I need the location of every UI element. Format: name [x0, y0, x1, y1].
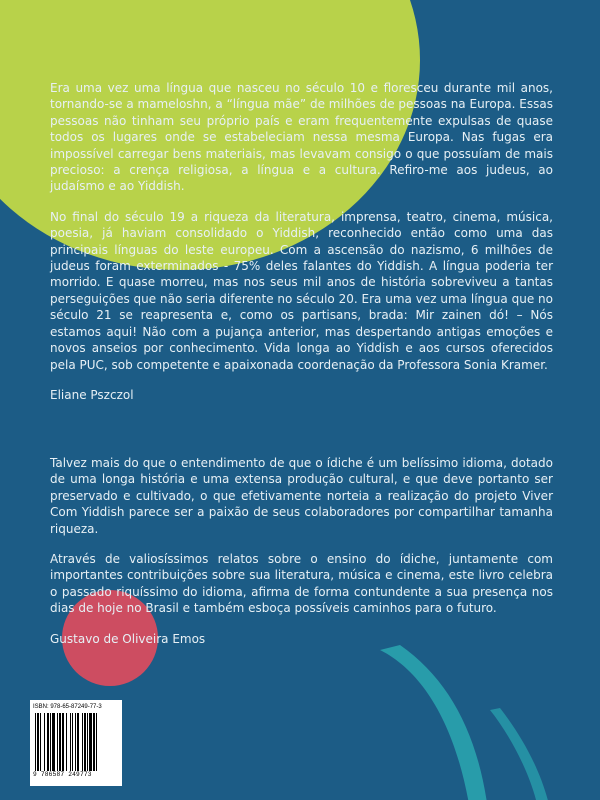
isbn-label: ISBN: 978-65-87249-77-3 [33, 704, 102, 710]
text-block-lower [50, 455, 553, 661]
barcode-bars [33, 713, 119, 771]
author-signature: Gustavo de Oliveira Emos [50, 631, 206, 646]
author-signature: Eliane Pszczol [50, 387, 134, 402]
isbn-barcode [30, 700, 122, 786]
teal-brushstroke-decoration [360, 640, 600, 800]
paragraph: Era uma vez uma língua que nasceu no século 10 e floresceu durante mil anos, tornando-se a mameloshn, a “língua mãe” de milhões de pessoas na Europa. Essas pessoas não tinham seu próprio país e eram frequentemente expulsas de quase todos os lugares onde se estabeleciam nessa mesma Europa. Nas fugas era impossível carregar bens materiais, mas levavam consigo o que possuíam de mais precioso: a crença religiosa, a língua e a cultura. Refiro-me aos judeus, ao judaísmo e ao Yiddish. [50, 81, 553, 194]
paragraph: Talvez mais do que o entendimento de que o ídiche é um belíssimo idioma, dotado de uma longa história e uma extensa produção cultural, e que deve portanto ser preservado e cultivado, o que efetivamente norteia a realização do projeto Viver Com Yiddish parece ser a paixão de seus colaboradores por compartilhar tamanha riqueza. [50, 456, 553, 536]
text-block-upper [50, 80, 553, 417]
paragraph: No final do século 19 a riqueza da literatura, imprensa, teatro, cinema, música, poesia, já haviam consolidado o Yiddish, reconhecido então como uma das principais línguas do leste europeu. Com a ascensão do nazismo, 6 milhões de judeus foram exterminados - 75% deles falantes do Yiddish. A língua poderia ter morrido. E quase morreu, mas nos seus mil anos de história sobreviveu a tantas perseguições que não seria diferente no século 20. Era uma vez uma língua que no século 21 se reapresenta e, como os partisans, brada: Mir zainen dó! – Nós estamos aqui! Não com a pujança anterior, mas despertando antigas emoções e novos anseios por conhecimento. Vida longa ao Yiddish e aos cursos oferecidos pela PUC, sob competente e apaixonada coordenação da Professora Sonia Kramer. [50, 209, 553, 372]
barcode-digits: 9 786587 249773 [33, 771, 92, 778]
paragraph: Através de valiosíssimos relatos sobre o ensino do ídiche, juntamente com importantes contribuições sobre sua literatura, música e cinema, este livro celebra o passado riquíssimo do idioma, afirma de forma contundente a sua presença nos dias de hoje no Brasil e também esboça possíveis caminhos para o futuro. [50, 552, 553, 616]
